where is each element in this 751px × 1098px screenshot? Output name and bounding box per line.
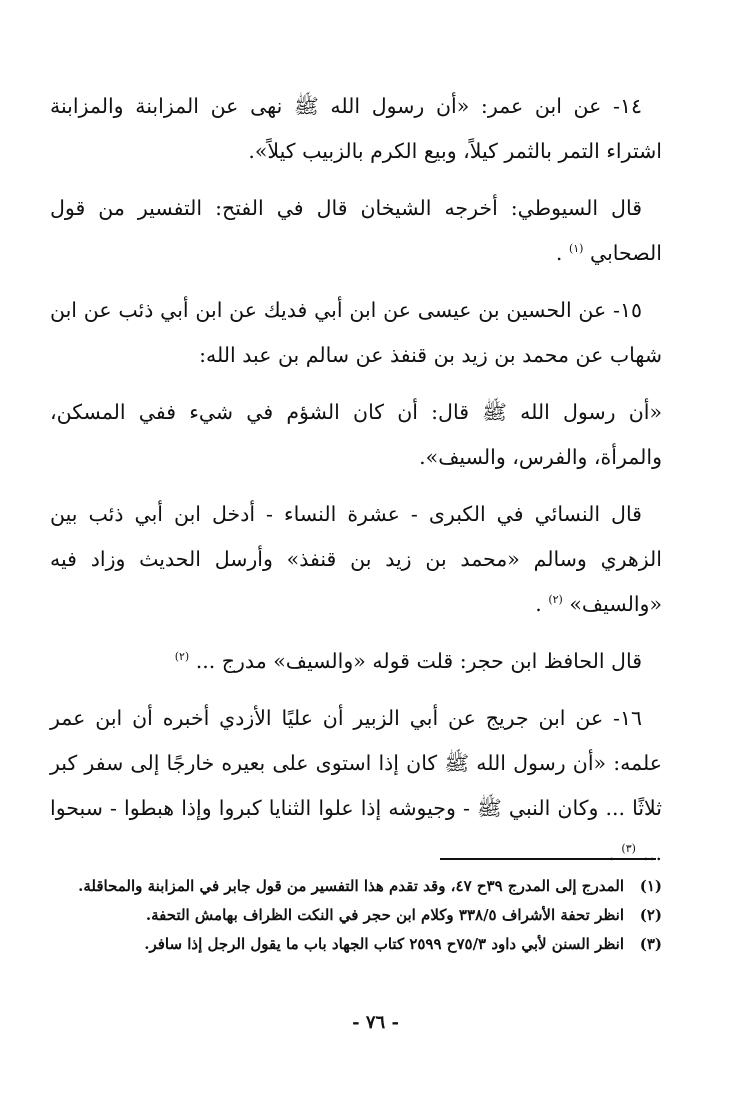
- footnote-text: انظر تحفة الأشراف ٣٣٨/٥ وكلام ابن حجر في النكت الظراف بهامش التحفة.: [145, 906, 624, 924]
- paragraph-hadith-14: [50, 84, 662, 174]
- footnote-reference: (٣): [621, 842, 636, 856]
- paragraph-text: ١٤- عن ابن عمر: «أن رسول الله ﷺ نهى عن المزابنة والمزابنة اشتراء التمر بالثمر كيلاً، وبيع الكرم بالزبيب كيلاً».: [50, 94, 662, 163]
- footnote-item: [50, 901, 662, 930]
- footnote-item: [50, 930, 662, 959]
- footnote-number: (٣): [639, 935, 662, 953]
- paragraph-text: قال الحافظ ابن حجر: قلت قوله «والسيف» مدرج ...: [195, 649, 642, 673]
- paragraph-ibn-hajar-comment: [50, 639, 662, 684]
- paragraph-text: «أن رسول الله ﷺ قال: أن كان الشؤم في شيء ففي المسكن، والمرأة، والفرس، والسيف».: [50, 400, 662, 469]
- footnote-divider: [440, 858, 656, 860]
- footnote-text: انظر السنن لأبي داود ٧٥/٣ح ٢٥٩٩ كتاب الجهاد باب ما يقول الرجل إذا سافر.: [144, 935, 624, 953]
- footnote-text: المدرج إلى المدرج ٣٩ح ٤٧، وقد تقدم هذا التفسير من قول جابر في المزابنة والمحاقلة.: [78, 877, 624, 895]
- paragraph-nasai-comment: قال النسائي في الكبرى - عشرة النساء - أدخل ابن أبي ذئب بين الزهري وسالم «محمد بن زيد بن قنفذ» وأرسل الحديث وزاد فيه «والسيف» $^{(٢)}$ .: [50, 502, 662, 616]
- footnote-reference: (١): [568, 242, 584, 256]
- paragraph-hadith-15-matn: [50, 390, 662, 480]
- footnote-number: (٢): [639, 906, 662, 924]
- footnote-item: [50, 872, 662, 901]
- paragraph-text: قال السيوطي: أخرجه الشيخان قال في الفتح: التفسير من قول الصحابي: [50, 196, 662, 265]
- footnote-number: (١): [639, 877, 662, 895]
- paragraph-hadith-16: ١٦- عن ابن جريج عن أبي الزبير أن عليًا الأزدي أخبره أن ابن عمر علمه: «أن رسول الله ﷺ كان إذا استوى على بعيره خارجًا إلى سفر كبر ثلاثًا ... وكان النبي ﷺ - وجيوشه إذا علوا الثنايا كبروا وإذا هبطوا - سبحوا ... $^{(٣)}$ .: [50, 706, 662, 865]
- paragraph-text: ١٦- عن ابن جريج عن أبي الزبير أن عليًا الأزدي أخبره أن ابن عمر علمه: «أن رسول الله ﷺ كان إذا استوى على بعيره خارجًا إلى سفر كبر ثلاثًا ... وكان النبي ﷺ - وجيوشه إذا علوا الثنايا كبروا وإذا هبطوا - سبحوا ...: [50, 706, 662, 865]
- paragraph-text: قال النسائي في الكبرى - عشرة النساء - أدخل ابن أبي ذئب بين الزهري وسالم «محمد بن زيد بن قنفذ» وأرسل الحديث وزاد فيه «والسيف»: [50, 502, 662, 616]
- paragraph-suyuti-comment: قال السيوطي: أخرجه الشيخان قال في الفتح: التفسير من قول الصحابي $^{(١)}$ .: [50, 196, 662, 265]
- footnotes-section: [50, 872, 662, 959]
- footnote-reference: (٢): [174, 650, 190, 664]
- paragraph-text: ١٥- عن الحسين بن عيسى عن ابن أبي فديك عن ابن أبي ذئب عن ابن شهاب عن محمد بن زيد بن قنفذ عن سالم بن عبد الله:: [50, 298, 662, 367]
- footnote-reference: (٢): [548, 593, 563, 607]
- page-number: - ٧٦ -: [352, 1012, 399, 1033]
- paragraph-hadith-15: [50, 288, 662, 378]
- main-text: [50, 84, 662, 888]
